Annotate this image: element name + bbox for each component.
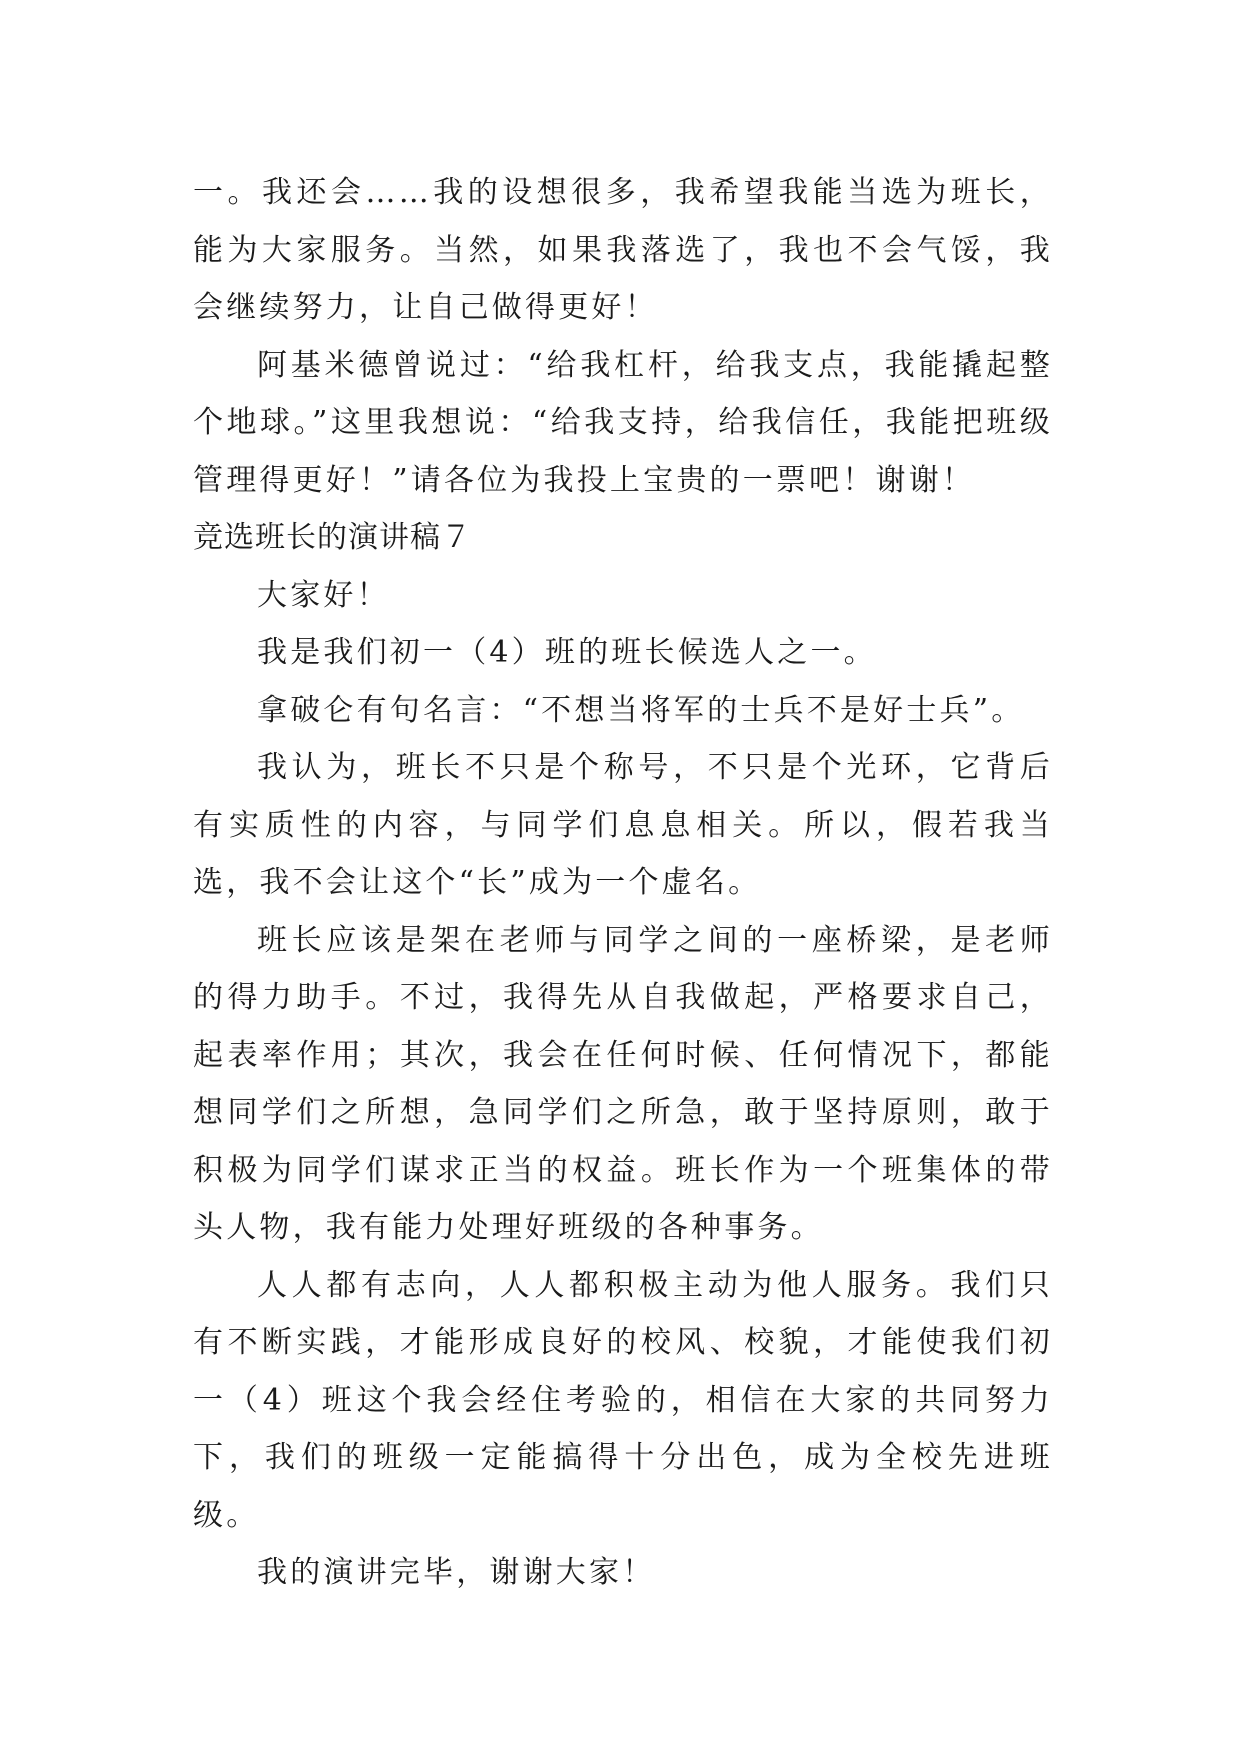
section-title: 竞选班长的演讲稿７ [193,520,472,555]
paragraph-archimedes: 阿基米德曾说过：“给我杠杆，给我支点，我能撬起整个地球。”这里我想说：“给我支持，给我信任，我能把班级管理得更好！”请各位为我投上宝贵的一票吧！谢谢！ [193,347,1053,498]
paragraph-opinion: 我认为，班长不只是个称号，不只是个光环，它背后有实质性的内容，与同学们息息相关。所以，假若我当选，我不会让这个“长”成为一个虚名。 [193,750,1053,900]
document-body [193,164,1053,1602]
paragraph-intro: 我是我们初一（4）班的班长候选人之一。 [257,635,877,670]
paragraph-closing: 我的演讲完毕，谢谢大家！ [257,1555,656,1590]
paragraph-continuation: 一。我还会……我的设想很多，我希望我能当选为班长，能为大家服务。当然，如果我落选了，我也不会气馁，我会继续努力，让自己做得更好！ [193,175,1053,325]
paragraph-greeting: 大家好！ [257,577,390,613]
paragraph-bridge: 班长应该是架在老师与同学之间的一座桥梁，是老师的得力助手。不过，我得先从自我做起，严格要求自己，起表率作用；其次，我会在任何时候、任何情况下，都能想同学们之所想，急同学们之所急，敢于坚持原则，敢于积极为同学们谋求正当的权益。班长作为一个班集体的带头人物，我有能力处理好班级的各种事务。 [193,922,1053,1245]
paragraph-aspiration: 人人都有志向，人人都积极主动为他人服务。我们只有不断实践，才能形成良好的校风、校貌，才能使我们初一（4）班这个我会经住考验的，相信在大家的共同努力下，我们的班级一定能搞得十分出色，成为全校先进班级。 [193,1267,1053,1533]
paragraph-quote: 拿破仑有句名言：“不想当将军的士兵不是好士兵”。 [257,692,1025,728]
